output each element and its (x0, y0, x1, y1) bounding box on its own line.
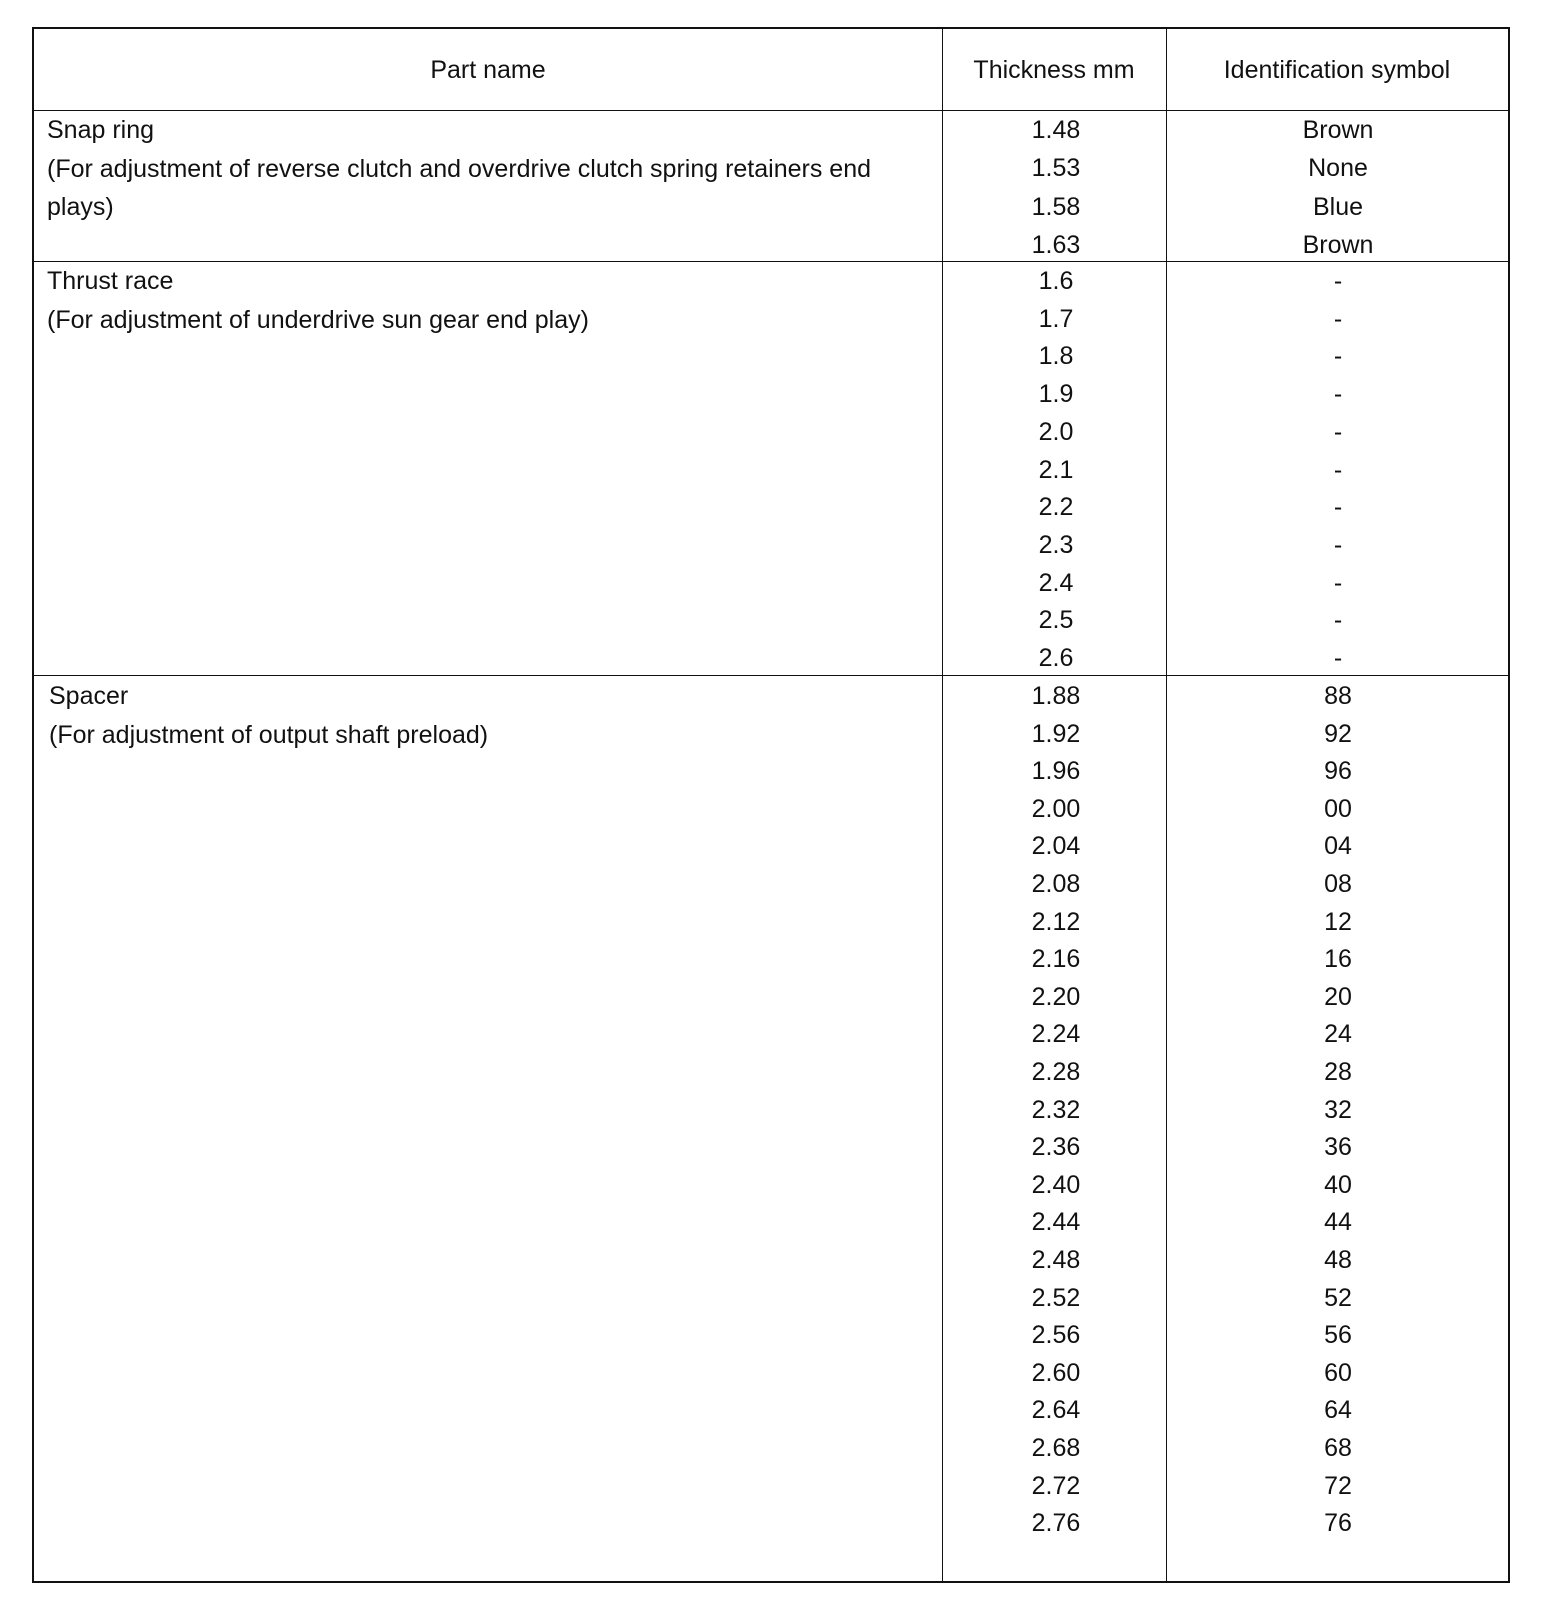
part-description: (For adjustment of output shaft preload) (49, 720, 489, 749)
part-name: Spacer (49, 682, 129, 710)
identification-symbol-value: - (1333, 606, 1343, 635)
identification-symbol-value: 16 (1324, 945, 1352, 974)
identification-symbol-value: - (1333, 380, 1343, 409)
thickness-value: 1.53 (1031, 154, 1081, 183)
part-name: Snap ring (47, 116, 155, 144)
identification-symbol-value: - (1333, 417, 1343, 446)
identification-symbol-value: 04 (1324, 832, 1352, 861)
thickness-value: 2.0 (1038, 417, 1074, 446)
identification-symbol-value: 00 (1324, 794, 1352, 823)
thickness-value: 2.6 (1038, 644, 1074, 672)
header-part-name: Part name (430, 55, 546, 84)
identification-symbol-value: 08 (1324, 870, 1352, 898)
thickness-value: 2.68 (1031, 1434, 1081, 1462)
identification-symbol-value: 40 (1324, 1170, 1352, 1199)
thickness-value: 2.4 (1038, 568, 1074, 597)
identification-symbol-value: 76 (1324, 1509, 1352, 1538)
part-description: (For adjustment of underdrive sun gear end play) (47, 305, 589, 334)
identification-symbol-value: 92 (1324, 719, 1352, 748)
identification-symbol-value: 96 (1324, 757, 1352, 786)
identification-symbol-value: - (1333, 342, 1343, 371)
thickness-value: 2.08 (1031, 870, 1081, 898)
identification-symbol-value: - (1333, 644, 1343, 672)
part-description: (For adjustment of reverse clutch and overdrive clutch spring retainers end (47, 154, 871, 183)
identification-symbol-value: None (1308, 154, 1368, 183)
thickness-value: 2.60 (1031, 1358, 1081, 1387)
identification-symbol-value: 56 (1324, 1321, 1352, 1350)
thickness-value: 1.58 (1031, 192, 1081, 221)
identification-symbol-value: - (1333, 267, 1343, 295)
identification-symbol-value: 36 (1324, 1133, 1352, 1162)
identification-symbol-value: 12 (1324, 907, 1352, 936)
header-thickness: Thickness mm (973, 55, 1135, 84)
thickness-value: 2.56 (1031, 1321, 1081, 1350)
identification-symbol-value: 20 (1324, 982, 1352, 1011)
thickness-value: 2.5 (1038, 606, 1074, 635)
thickness-value: 2.52 (1031, 1283, 1081, 1312)
part-description-cont: plays) (47, 193, 114, 221)
thickness-value: 1.92 (1031, 719, 1081, 748)
thickness-value: 2.24 (1031, 1020, 1081, 1049)
identification-symbol-value: 24 (1324, 1020, 1352, 1049)
thickness-value: 2.40 (1031, 1170, 1081, 1199)
identification-symbol-value: - (1333, 455, 1343, 484)
thickness-value: 1.63 (1031, 230, 1081, 259)
thickness-value: 2.20 (1031, 982, 1081, 1011)
thickness-value: 1.96 (1031, 757, 1081, 786)
thickness-value: 2.64 (1031, 1396, 1081, 1425)
thickness-value: 2.48 (1031, 1246, 1081, 1274)
thickness-value: 1.8 (1038, 342, 1074, 371)
thickness-value: 2.04 (1031, 832, 1081, 861)
identification-symbol-value: - (1333, 530, 1343, 559)
thickness-value: 2.36 (1031, 1133, 1081, 1162)
thickness-value: 2.32 (1031, 1095, 1081, 1124)
identification-symbol-value: 44 (1324, 1208, 1352, 1237)
thickness-value: 2.3 (1038, 530, 1074, 559)
thickness-value: 2.2 (1038, 493, 1074, 522)
thickness-value: 1.88 (1031, 682, 1081, 710)
identification-symbol-value: 28 (1324, 1058, 1352, 1086)
group-thrust-race (47, 262, 927, 339)
part-name: Thrust race (47, 267, 174, 295)
identification-symbol-value: - (1333, 304, 1343, 333)
thickness-value: 1.6 (1038, 267, 1074, 295)
thickness-value: 1.48 (1031, 116, 1081, 144)
thickness-value: 2.28 (1031, 1058, 1081, 1086)
identification-symbol-value: 32 (1324, 1095, 1352, 1124)
thickness-value: 2.00 (1031, 794, 1081, 823)
thickness-value: 2.16 (1031, 945, 1081, 974)
identification-symbol-value: Blue (1312, 192, 1364, 221)
identification-symbol-value: 72 (1324, 1471, 1352, 1500)
identification-symbol-value: 88 (1324, 682, 1352, 710)
thickness-value: 2.72 (1031, 1471, 1081, 1500)
identification-symbol-value: 52 (1324, 1283, 1352, 1312)
identification-symbol-value: Brown (1302, 230, 1374, 259)
thickness-value: 1.9 (1038, 380, 1074, 409)
parts-table (32, 27, 1510, 1583)
identification-symbol-value: Brown (1302, 116, 1374, 144)
identification-symbol-value: 60 (1324, 1358, 1352, 1387)
group-spacer (49, 677, 929, 754)
thickness-value: 2.44 (1031, 1208, 1081, 1237)
thickness-value: 2.76 (1031, 1509, 1081, 1538)
identification-symbol-value: 68 (1324, 1434, 1352, 1462)
identification-symbol-value: - (1333, 568, 1343, 597)
thickness-value: 2.12 (1031, 907, 1081, 936)
thickness-value: 1.7 (1038, 304, 1074, 333)
identification-symbol-value: - (1333, 493, 1343, 522)
identification-symbol-value: 48 (1324, 1246, 1352, 1274)
group-snap-ring (47, 111, 927, 227)
header-identification-symbol: Identification symbol (1223, 55, 1451, 84)
identification-symbol-value: 64 (1324, 1396, 1352, 1425)
thickness-value: 2.1 (1038, 455, 1074, 484)
